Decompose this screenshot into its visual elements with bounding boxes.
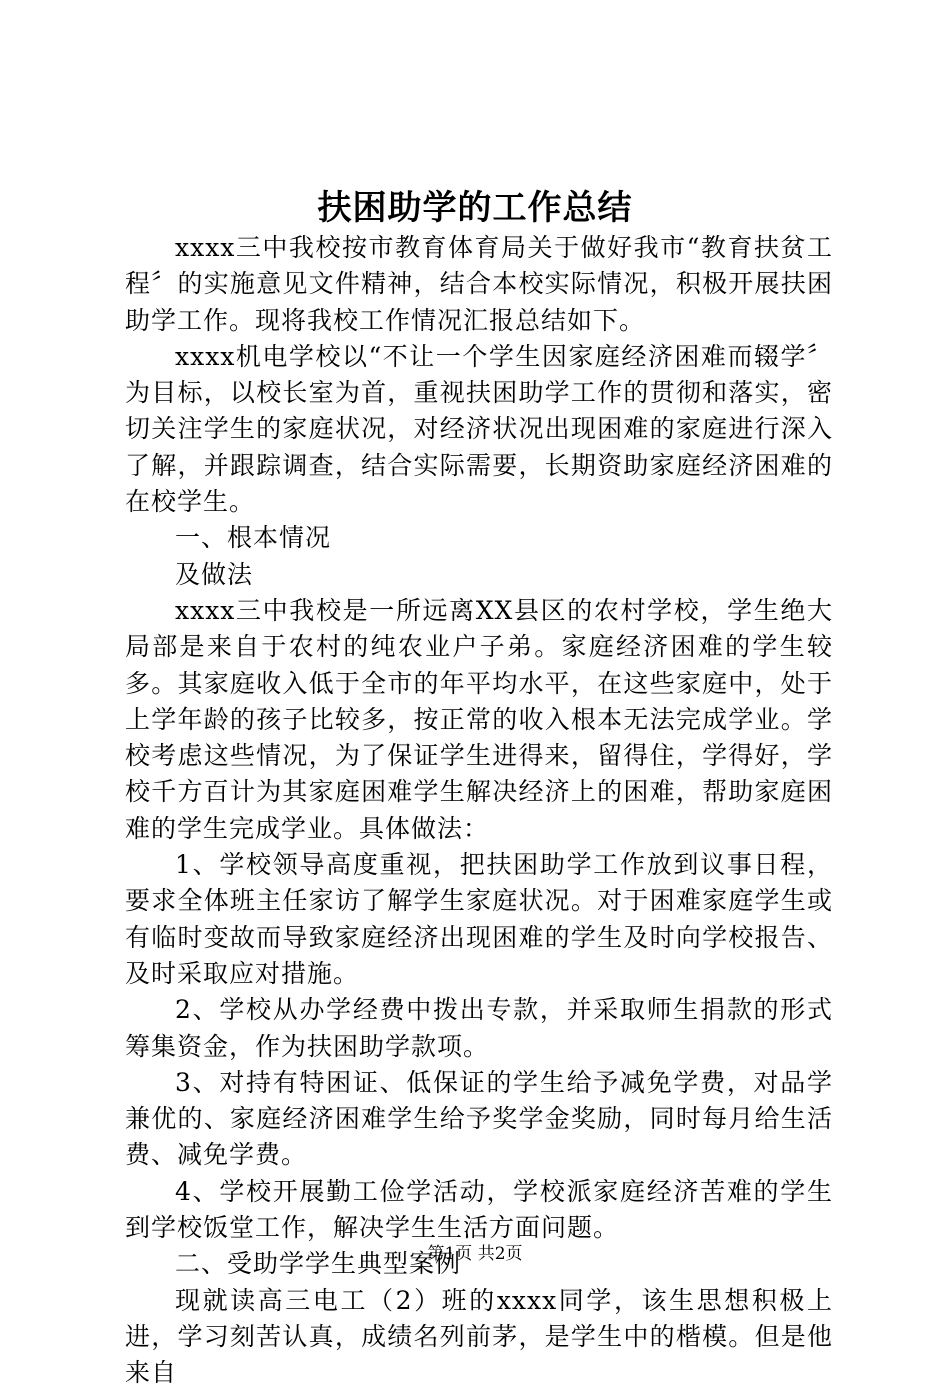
paragraph: 现就读高三电工（2）班的xxxx同学，该生思想积极上进，学习刻苦认真，成绩名列前茅，是学生中的楷模。但是他来自: [125, 1285, 833, 1388]
paragraph: xxxx三中我校是一所远离XX县区的农村学校，学生绝大局部是来自于农村的纯农业户子弟。家庭经济困难的学生较多。其家庭收入低于全市的年平均水平，在这些家庭中，处于上学年龄的孩子比较多，按正常的收入根本无法完成学业。学校考虑这些情况，为了保证学生进得来，留得住，学得好，学校千方百计为其家庭困难学生解决经济上的困难，帮助家庭困难的学生完成学业。具体做法：: [125, 595, 833, 843]
list-item: 1、学校领导高度重视，把扶困助学工作放到议事日程，要求全体班主任家访了解学生家庭状况。对于困难家庭学生或有临时变故而导致家庭经济出现困难的学生及时向学校报告、及时采取应对措施。: [125, 850, 833, 988]
section-heading-continued: 及做法: [175, 559, 254, 589]
list-item: 2、学校从办学经费中拨出专款，并采取师生捐款的形式筹集资金，作为扶困助学款项。: [125, 995, 833, 1061]
paragraph: xxxx三中我校按市教育体育局关于做好我市“教育扶贫工程〞的实施意见文件精神，结合本校实际情况，积极开展扶困助学工作。现将我校工作情况汇报总结如下。: [125, 233, 833, 335]
list-item: 4、学校开展勤工俭学活动，学校派家庭经济苦难的学生到学校饭堂工作，解决学生生活方面问题。: [125, 1176, 833, 1243]
document-body: [125, 230, 833, 1392]
paragraph: xxxx机电学校以“不让一个学生因家庭经济困难而辍学〞为目标，以校长室为首，重视扶困助学工作的贯彻和落实，密切关注学生的家庭状况，对经济状况出现困难的家庭进行深入了解，并跟踪调查，结合实际需要，长期资助家庭经济困难的在校学生。: [125, 341, 833, 517]
document-title: 扶困助学的工作总结: [317, 188, 633, 228]
section-heading: 二、受助学学生典型案例: [175, 1249, 462, 1279]
list-item: 3、对持有特困证、低保证的学生给予减免学费，对品学兼优的、家庭经济困难学生给予奖学金奖励，同时每月给生活费、减免学费。: [125, 1067, 833, 1170]
section-heading: 一、根本情况: [175, 523, 332, 553]
page-footer: 第1页 共2页: [427, 1244, 523, 1264]
